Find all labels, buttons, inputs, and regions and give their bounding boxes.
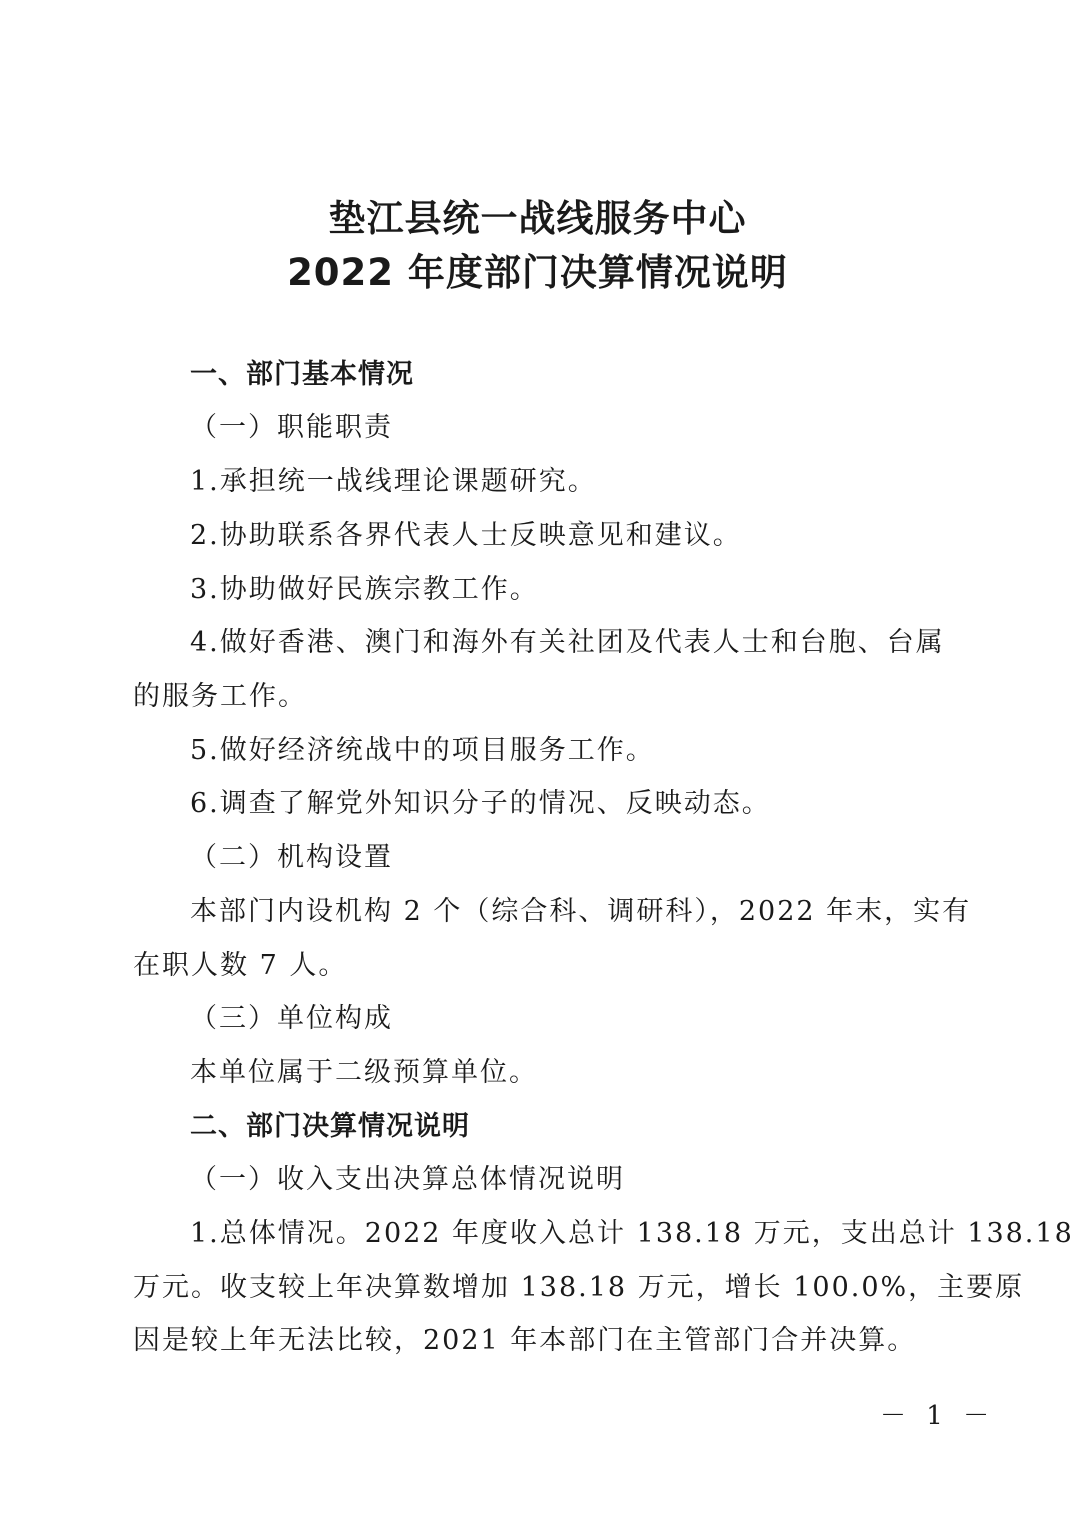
document-title-line-1: 垫江县统一战线服务中心 [328,197,747,240]
organization-paragraph: 本部门内设机构 2 个（综合科、调研科），2022 年末，实有 [190,896,972,927]
document-title-line-2: 2022 年度部门决算情况说明 [287,251,788,294]
duty-item-4: 4.做好香港、澳门和海外有关社团及代表人士和台胞、台属 [190,627,945,658]
duty-item-6: 6.调查了解党外知识分子的情况、反映动态。 [190,788,771,819]
subsection-heading-income-expenditure: （一）收入支出决算总体情况说明 [190,1164,625,1195]
unit-composition-paragraph: 本单位属于二级预算单位。 [190,1057,538,1088]
section-heading-final-accounts: 二、部门决算情况说明 [190,1111,470,1142]
duty-item-3: 3.协助做好民族宗教工作。 [190,574,539,605]
duty-item-2: 2.协助联系各界代表人士反映意见和建议。 [190,520,742,551]
duty-item-5: 5.做好经济统战中的项目服务工作。 [190,735,655,766]
duty-item-4-continued: 的服务工作。 [133,681,307,712]
overall-situation-paragraph-line-2: 万元。收支较上年决算数增加 138.18 万元，增长 100.0%，主要原 [133,1272,1025,1303]
duty-item-1: 1.承担统一战线理论课题研究。 [190,466,597,497]
subsection-heading-unit-composition: （三）单位构成 [190,1003,393,1034]
subsection-heading-organization: （二）机构设置 [190,842,393,873]
overall-situation-paragraph-line-3: 因是较上年无法比较，2021 年本部门在主管部门合并决算。 [133,1325,917,1356]
section-heading-basic-info: 一、部门基本情况 [190,359,414,390]
organization-paragraph-continued: 在职人数 7 人。 [133,950,348,981]
overall-situation-paragraph: 1.总体情况。2022 年度收入总计 138.18 万元，支出总计 138.18 [190,1218,1074,1249]
subsection-heading-duties: （一）职能职责 [190,412,393,443]
page-number: － 1 － [880,1401,996,1431]
